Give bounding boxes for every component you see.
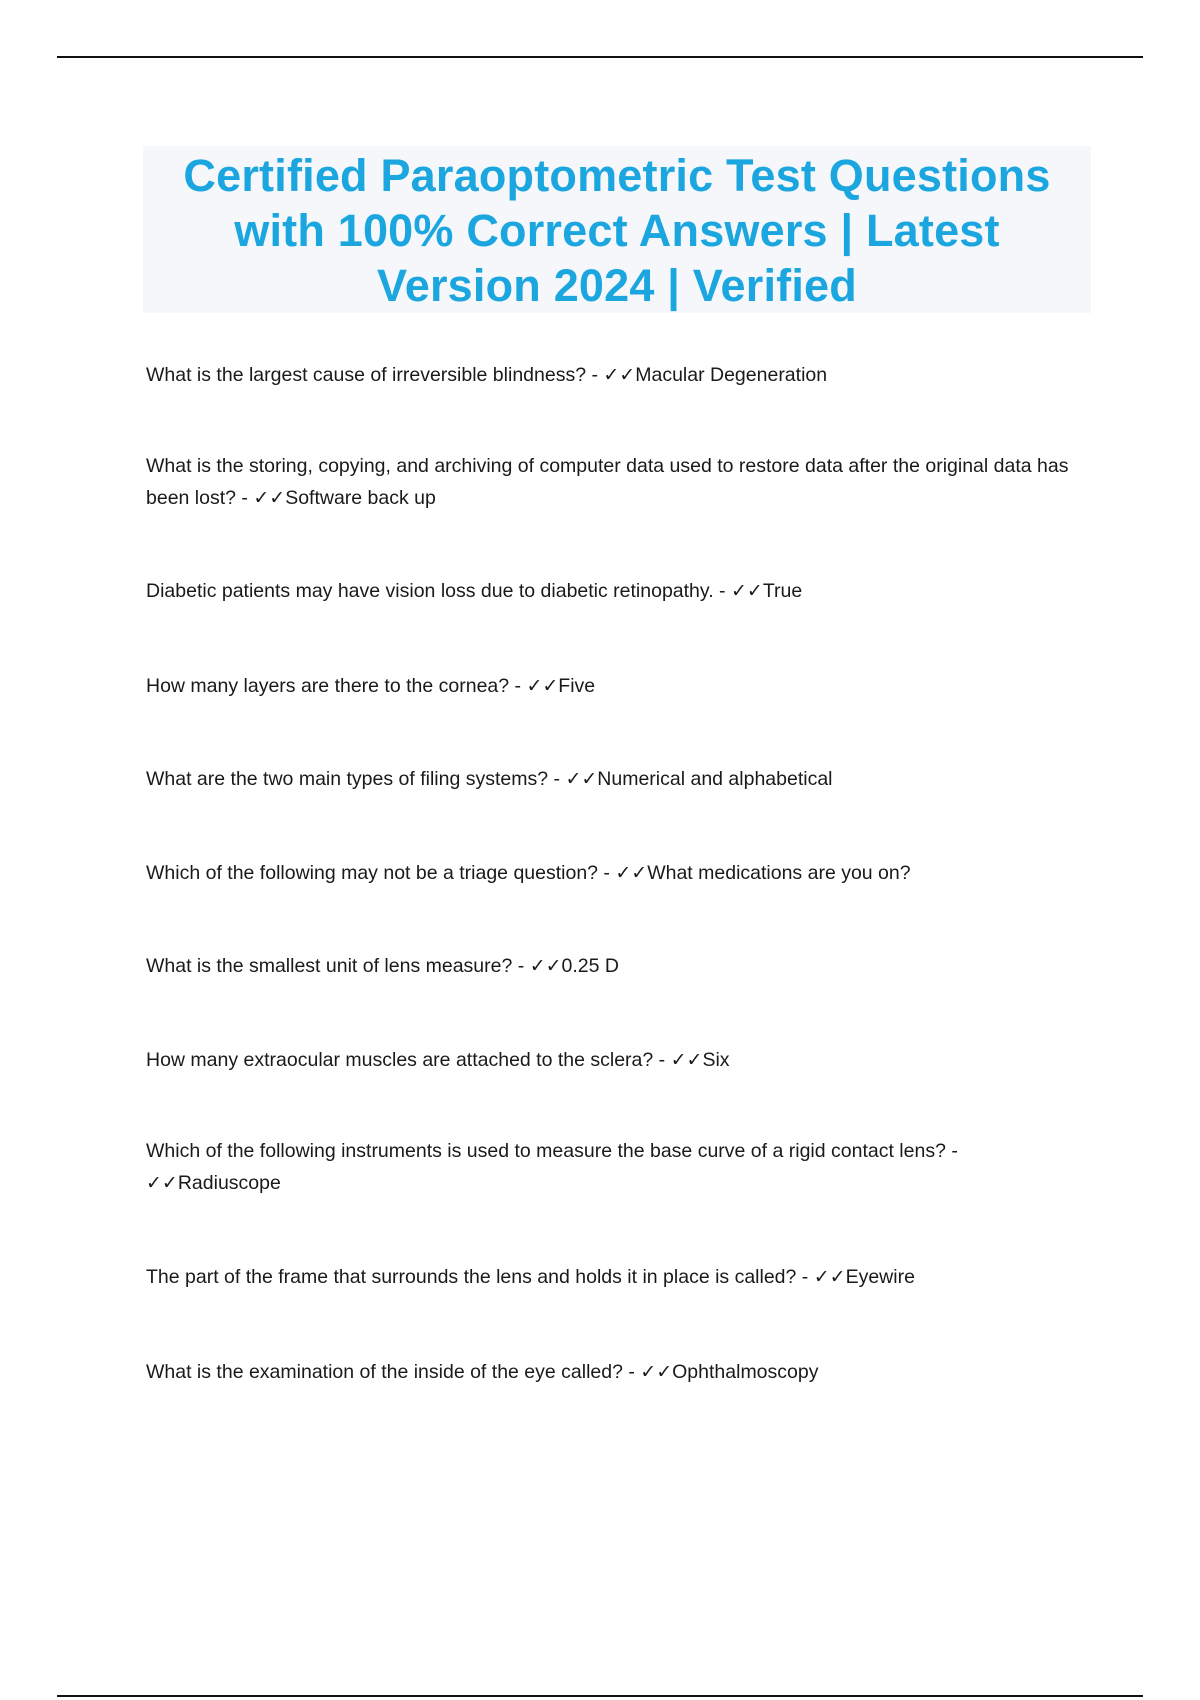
answer-text: Radiuscope: [177, 1172, 281, 1194]
double-check-icon: ✓✓: [640, 1361, 673, 1383]
separator: -: [598, 862, 616, 884]
qa-item: [146, 763, 1080, 795]
answer-text: Numerical and alphabetical: [597, 768, 833, 790]
answer-text: True: [762, 580, 803, 602]
qa-item: [146, 575, 1080, 607]
question-text: How many layers are there to the cornea?: [146, 675, 510, 697]
double-check-icon: ✓✓: [529, 955, 562, 977]
qa-item: [146, 450, 1080, 514]
separator: -: [236, 487, 254, 509]
answer-text: Eyewire: [845, 1266, 915, 1288]
question-text: What is the smallest unit of lens measure?: [146, 955, 513, 977]
question-text: Which of the following instruments is used to measure the base curve of a rigid contact lens?: [146, 1140, 946, 1162]
question-text: Which of the following may not be a triage question?: [146, 862, 599, 884]
double-check-icon: ✓✓: [526, 675, 559, 697]
answer-text: Six: [702, 1049, 730, 1071]
answer-text: Macular Degeneration: [635, 364, 828, 386]
question-text: How many extraocular muscles are attached to the sclera?: [146, 1049, 654, 1071]
double-check-icon: ✓✓: [253, 487, 286, 509]
question-text: What is the storing, copying, and archiving of computer data used to restore data after the original data has been lost?: [146, 455, 1069, 509]
question-text: What is the largest cause of irreversible blindness?: [146, 364, 587, 386]
qa-item: [146, 950, 1080, 982]
qa-item: [146, 1135, 1080, 1199]
answer-text: What medications are you on?: [647, 862, 911, 884]
double-check-icon: ✓✓: [670, 1049, 703, 1071]
question-text: What is the examination of the inside of the eye called?: [146, 1361, 623, 1383]
separator: -: [512, 955, 530, 977]
answer-text: 0.25 D: [561, 955, 619, 977]
separator: -: [945, 1140, 964, 1162]
double-check-icon: ✓✓: [813, 1266, 846, 1288]
qa-item: [146, 359, 1080, 391]
header-rule: [57, 56, 1143, 58]
question-text: The part of the frame that surrounds the lens and holds it in place is called?: [146, 1266, 797, 1288]
qa-item: [146, 670, 1080, 702]
separator: -: [622, 1361, 641, 1383]
double-check-icon: ✓✓: [603, 364, 636, 386]
double-check-icon: ✓✓: [146, 1172, 178, 1194]
separator: -: [713, 580, 731, 602]
qa-item: [146, 1356, 1080, 1388]
separator: -: [548, 768, 566, 790]
answer-text: Software back up: [285, 487, 436, 509]
answer-text: Five: [558, 675, 596, 697]
separator: -: [653, 1049, 671, 1071]
answer-text: Ophthalmoscopy: [672, 1361, 819, 1383]
qa-item: [146, 1261, 1080, 1293]
qa-item: [146, 857, 1080, 889]
document-title: Certified Paraoptometric Test Questions with 100% Correct Answers | Latest Version 2024 | Verified: [183, 150, 1051, 311]
footer-rule: [57, 1695, 1143, 1697]
question-text: What are the two main types of filing systems?: [146, 768, 549, 790]
separator: -: [586, 364, 604, 386]
separator: -: [796, 1266, 814, 1288]
question-text: Diabetic patients may have vision loss due to diabetic retinopathy.: [146, 580, 714, 602]
double-check-icon: ✓✓: [730, 580, 763, 602]
title-banner: [143, 146, 1091, 313]
qa-item: [146, 1044, 1080, 1076]
double-check-icon: ✓✓: [615, 862, 648, 884]
double-check-icon: ✓✓: [565, 768, 598, 790]
separator: -: [509, 675, 527, 697]
